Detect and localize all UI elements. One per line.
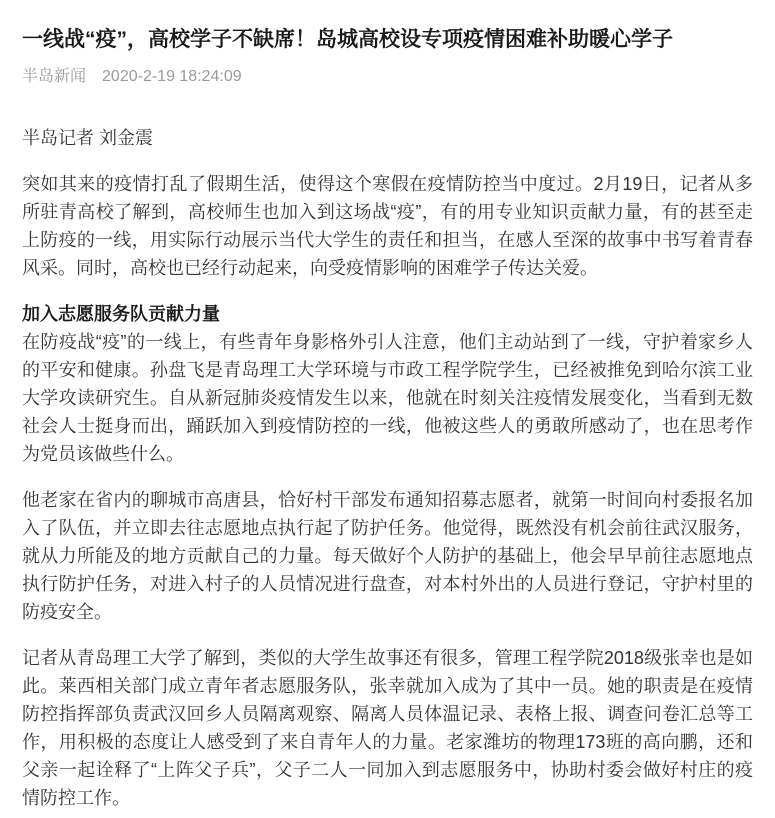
- paragraph-volunteer-2: 他老家在省内的聊城市高唐县，恰好村干部发布通知招募志愿者，就第一时间向村委报名加入了队伍，并立即去往志愿地点执行起了防护任务。他觉得，既然没有机会前往武汉服务，就从力所能及的地方贡献自己的力量。每天做好个人防护的基础上，他会早早前往志愿地点执行防护任务，对进入村子的人员情况进行盘查，对本村外出的人员进行登记，守护村里的防疫安全。: [22, 490, 753, 623]
- article-body: [22, 124, 753, 812]
- article-title: 一线战“疫”，高校学子不缺席！岛城高校设专项疫情困难补助暖心学子: [22, 28, 673, 51]
- paragraph-intro: 突如其来的疫情打乱了假期生活，使得这个寒假在疫情防控当中度过。2月19日，记者从多所驻青高校了解到，高校师生也加入到这场战“疫”，有的用专业知识贡献力量，有的甚至走上防疫的一线，用实际行动展示当代大学生的责任和担当，在感人至深的故事中书写着青春风采。同时，高校也已经行动起来，向受疫情影响的困难学子传达关爱。: [22, 174, 753, 279]
- publish-timestamp: 2020-2-19 18:24:09: [102, 68, 242, 86]
- section-heading-volunteer: 加入志愿服务队贡献力量: [22, 304, 220, 325]
- paragraph-volunteer-1: 在防疫战“疫”的一线上，有些青年身影格外引人注意，他们主动站到了一线，守护着家乡人的平安和健康。孙盘飞是青岛理工大学环境与市政工程学院学生，已经被推免到哈尔滨工业大学攻读研究生。自从新冠肺炎疫情发生以来，他就在时刻关注疫情发展变化，当看到无数社会人士挺身而出，踊跃加入到疫情防控的一线，他被这些人的勇敢所感动了，也在思考作为党员该做些什么。: [22, 332, 753, 465]
- paragraph-volunteer-3: 记者从青岛理工大学了解到，类似的大学生故事还有很多，管理工程学院2018级张幸也是如此。莱西相关部门成立青年者志愿服务队，张幸就加入成为了其中一员。她的职责是在疫情防控指挥部负责武汉回乡人员隔离观察、隔离人员体温记录、表格上报、调查问卷汇总等工作，用积极的态度让人感受到了来自青年人的力量。老家潍坊的物理173班的高向鹏，还和父亲一起诠释了“上阵父子兵”，父子二人一同加入到志愿服务中，协助村委会做好村庄的疫情防控工作。: [22, 648, 753, 809]
- source-name: 半岛新闻: [22, 68, 87, 86]
- byline: 半岛记者 刘金震: [22, 128, 154, 149]
- article-meta: [22, 66, 753, 88]
